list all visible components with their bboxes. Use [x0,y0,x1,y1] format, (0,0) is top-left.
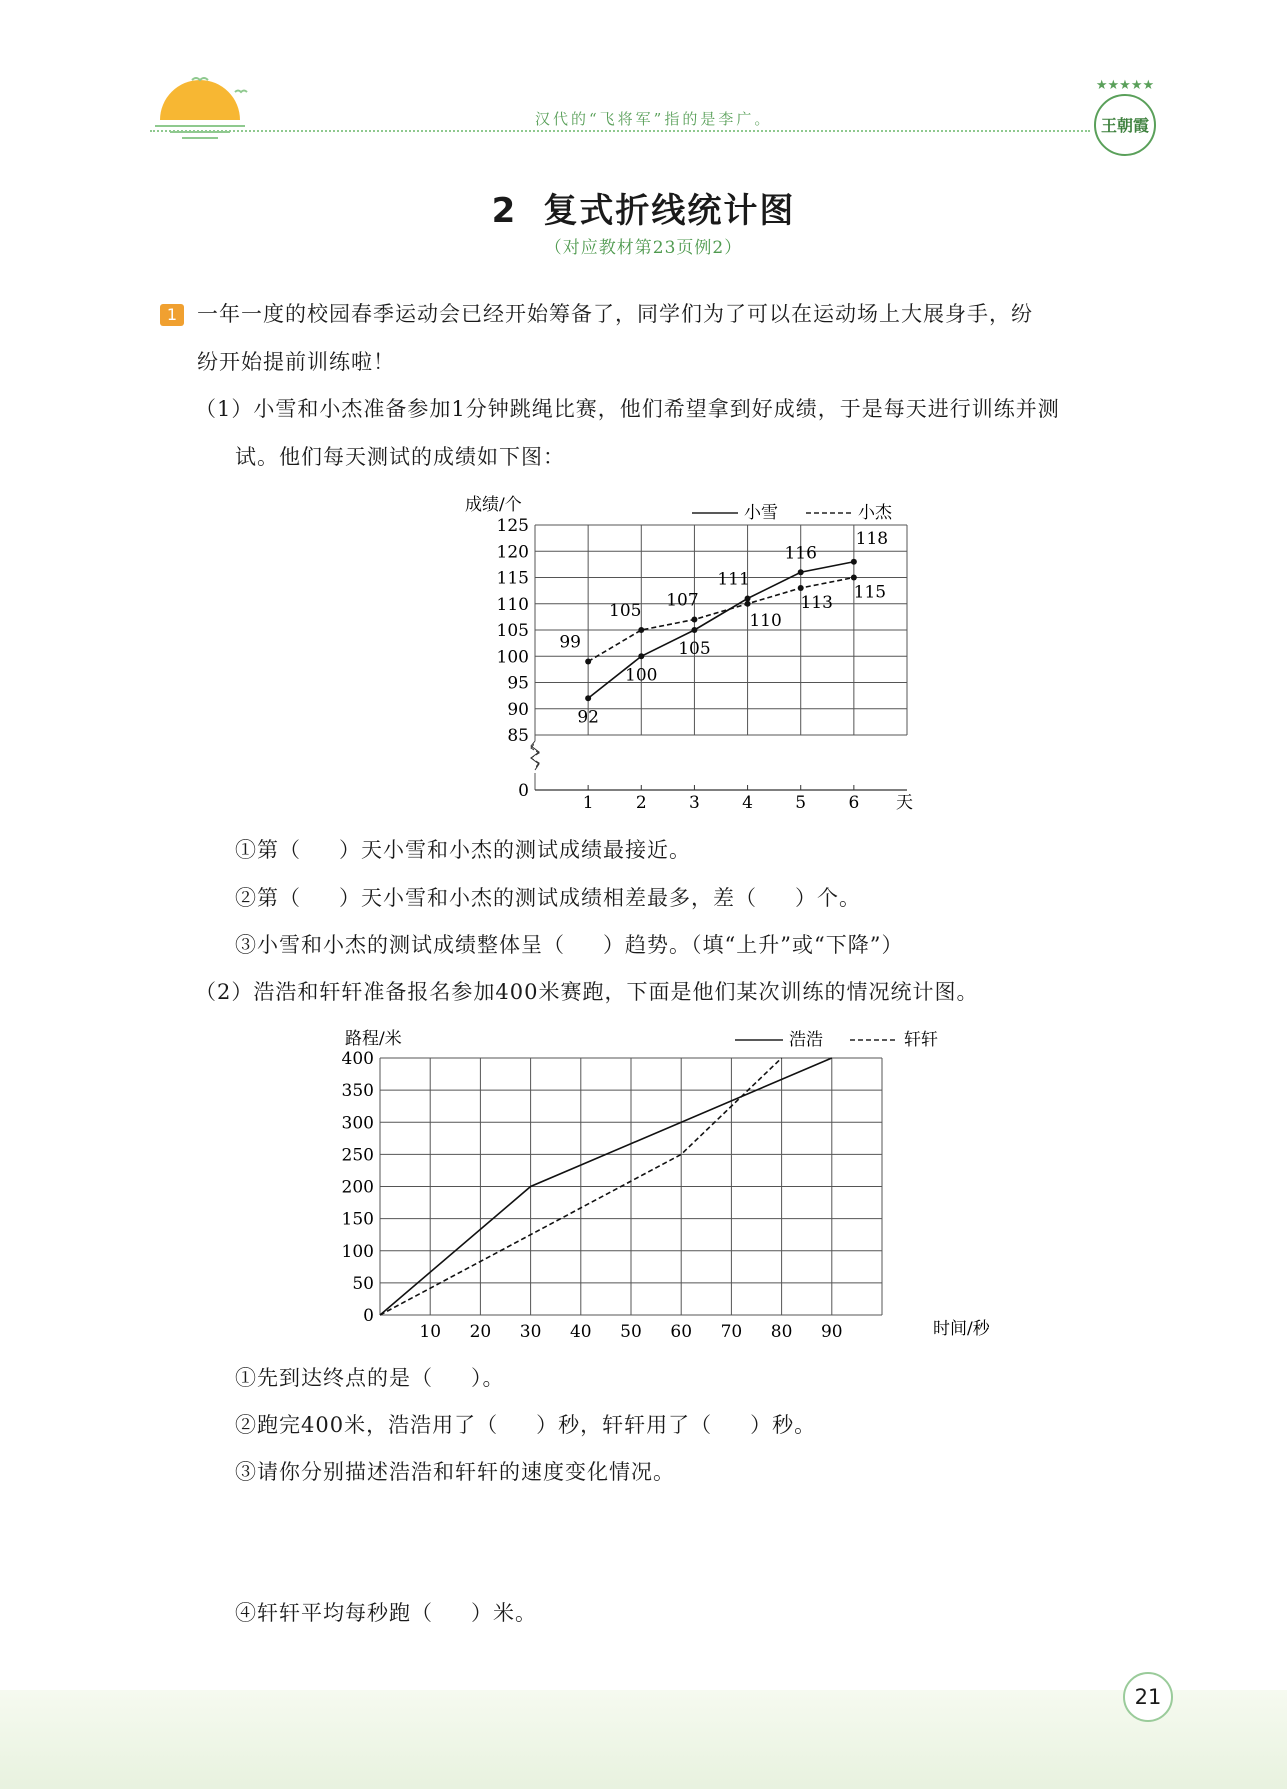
y-tick-label: 115 [496,568,529,589]
rope-skipping-line-chart [420,485,930,820]
x-tick-label: 4 [742,793,753,813]
question-number-badge: 1 [160,304,184,326]
legend-xiaoxue: 小雪 [744,503,778,523]
y-tick-label: 400 [341,1049,374,1069]
page-title [0,183,1287,232]
y-tick-label: 125 [496,516,529,536]
chart1-ylabel: 成绩/个 [465,495,522,515]
data-point [851,559,857,565]
answer-area[interactable] [235,1500,1165,1590]
part2-text: （2）浩浩和轩轩准备报名参加400米赛跑，下面是他们某次训练的情况统计图。 [195,980,979,1004]
x-tick-label: 50 [620,1322,642,1342]
y-tick-label: 150 [341,1209,374,1230]
data-label: 105 [678,639,711,659]
part2-q2: ②跑完400米，浩浩用了（ ）秒，轩轩用了（ ）秒。 [235,1413,817,1437]
data-point [638,627,644,633]
data-label: 110 [749,610,782,631]
part2-q3: ③请你分别描述浩浩和轩轩的速度变化情况。 [235,1460,675,1484]
data-point [745,596,751,602]
data-point [638,653,644,659]
part1-text-line-1: （1）小雪和小杰准备参加1分钟跳绳比赛，他们希望拿到好成绩，于是每天进行训练并测 [195,397,1060,421]
y-tick-label: 90 [507,699,529,720]
y-tick-label: 100 [496,647,529,668]
chart2-xlabel: 时间/秒 [933,1319,990,1339]
y-tick-label: 250 [341,1145,374,1166]
sunset-logo-icon [150,60,250,140]
part1-q1: ①第（ ）天小雪和小杰的测试成绩最接近。 [235,838,691,862]
header-quote: 汉代的“飞将军”指的是李广。 [535,110,773,128]
stars-icon: ★★★★★ [1095,78,1155,93]
question-intro-line-1: 一年一度的校园春季运动会已经开始筹备了，同学们为了可以在运动场上大展身手，纷 [197,302,1033,326]
y-tick-label: 100 [341,1241,374,1262]
data-label: 99 [559,632,581,653]
data-label: 118 [855,528,889,549]
data-label: 92 [577,707,599,728]
data-point [585,695,591,701]
data-point [798,569,804,575]
part2-q1: ①先到达终点的是（ ）。 [235,1366,505,1390]
x-tick-label: 60 [670,1322,693,1342]
y-tick-label: 200 [341,1177,374,1198]
chart2-legend [735,1030,938,1050]
x-tick-label: 2 [635,793,647,813]
y-tick-label: 105 [496,621,529,641]
data-point [691,627,697,633]
chart1-legend [692,503,893,523]
part1-q3: ③小雪和小杰的测试成绩整体呈（ ）趋势。（填“上升”或“下降”） [235,933,904,957]
data-label: 107 [666,590,699,611]
x-tick-label: 10 [419,1322,442,1342]
y-tick-label: 85 [507,726,529,746]
data-point [745,601,751,607]
data-label: 113 [800,593,833,613]
part2-q4: ④轩轩平均每秒跑（ ）米。 [235,1601,537,1625]
running-line-chart [340,1015,1020,1345]
x-tick-label: 30 [519,1322,542,1342]
data-point [691,617,697,623]
part1-q2: ②第（ ）天小雪和小杰的测试成绩相差最多，差（ ）个。 [235,886,861,910]
data-label: 115 [853,582,887,603]
footer-background [0,1690,1287,1789]
chart1-xlabel: 天 [896,793,913,813]
part1-text-line-2: 试。他们每天测试的成绩如下图： [235,445,565,469]
header-divider [150,130,1090,132]
title-number: 2 [491,191,518,231]
y-tick-label: 350 [341,1081,374,1102]
data-point [851,575,857,581]
data-label: 100 [625,665,658,686]
x-tick-label: 3 [689,793,700,813]
legend-xuanxuan: 轩轩 [904,1030,938,1050]
x-tick-label: 20 [469,1322,492,1342]
page-subtitle: （对应教材第23页例2） [544,238,743,258]
y-tick-label: 300 [341,1113,374,1134]
data-label: 111 [717,569,750,590]
title-text: 复式折线统计图 [543,191,796,231]
brand-badge [1085,75,1165,170]
data-point [585,659,591,665]
y-tick-label: 0 [518,781,529,801]
x-tick-label: 70 [720,1322,743,1342]
data-point [798,585,804,591]
y-tick-label: 95 [507,673,529,694]
y-tick-label: 0 [363,1306,374,1326]
page-number: 21 [1123,1672,1173,1722]
x-tick-label: 6 [848,793,860,813]
data-label: 105 [609,601,642,621]
x-tick-label: 1 [582,793,594,813]
x-tick-label: 90 [820,1322,843,1342]
y-tick-label: 120 [496,542,529,563]
chart2-ylabel: 路程/米 [345,1029,402,1049]
x-tick-label: 40 [569,1322,592,1342]
x-tick-label: 80 [770,1322,793,1342]
question-intro-line-2: 纷开始提前训练啦！ [197,350,395,374]
legend-haohao: 浩浩 [789,1030,823,1050]
brand-name: 王朝霞 [1100,116,1150,135]
legend-xiaojie: 小杰 [858,503,892,523]
data-label: 116 [784,543,817,564]
x-tick-label: 5 [795,793,807,813]
y-tick-label: 50 [352,1273,374,1294]
y-tick-label: 110 [496,594,529,615]
